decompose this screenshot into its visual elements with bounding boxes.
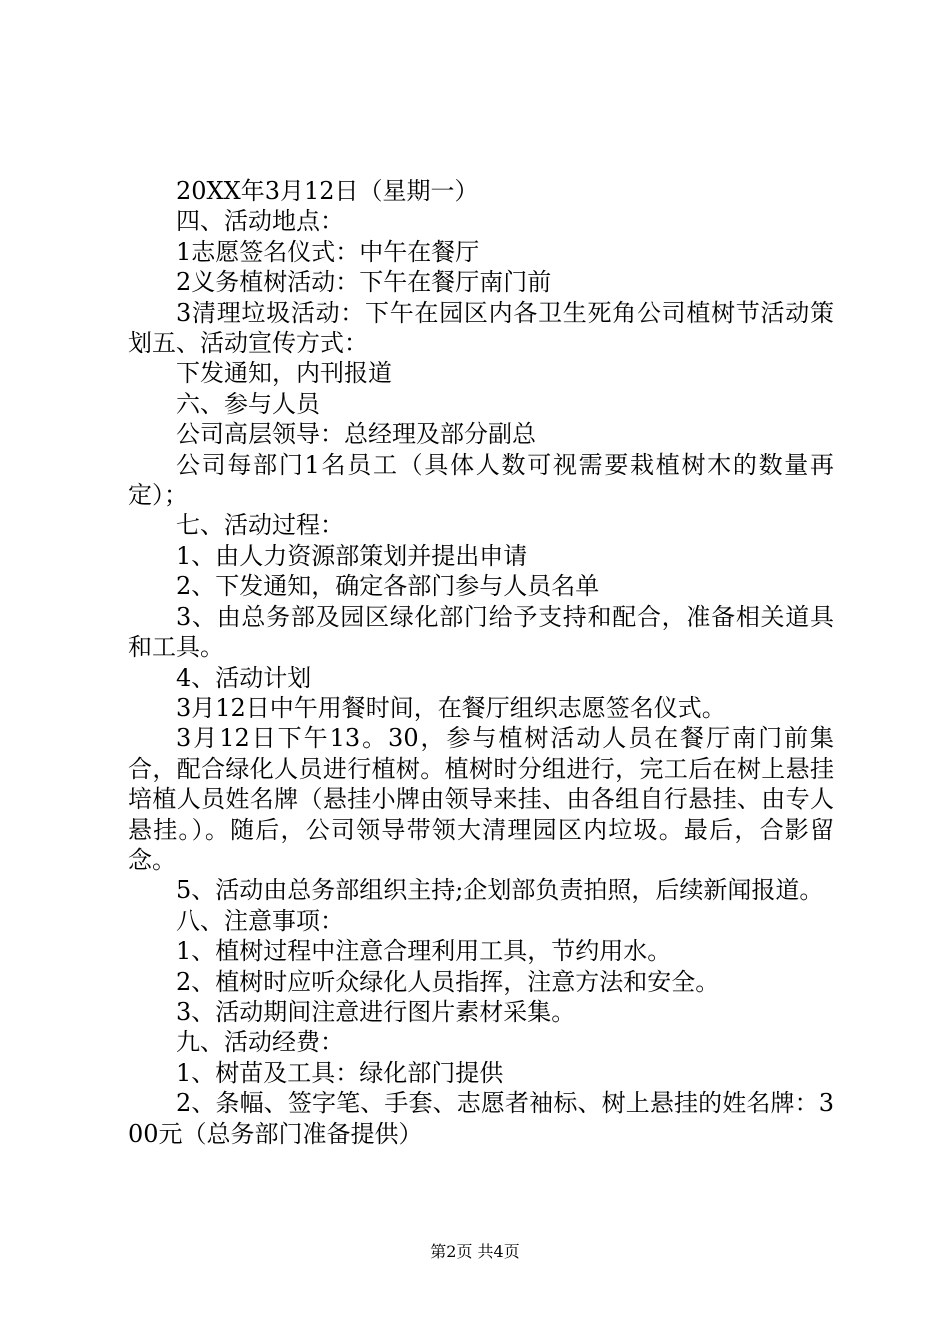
paragraph-note-3: 3、活动期间注意进行图片素材采集。 [176, 997, 576, 1026]
paragraph-section-participants: 六、参与人员 [176, 389, 320, 418]
page-number-footer: 第2页 共4页 [430, 1242, 520, 1261]
paragraph-participants-staff: 公司每部门1名员工（具体人数可视需要栽植树木的数量再定）； [128, 450, 834, 510]
paragraph-plan-noon: 3月12日中午用餐时间，在餐厅组织志愿签名仪式。 [176, 693, 726, 722]
paragraph-section-location: 四、活动地点： [176, 207, 344, 236]
paragraph-section-process: 七、活动过程： [176, 511, 344, 540]
paragraph-plan-afternoon: 3月12日下午13。30，参与植树活动人员在餐厅南门前集合，配合绿化人员进行植树。植树时分组进行，完工后在树上悬挂培植人员姓名牌（悬挂小牌由领导来挂、由各组自行悬挂、由专人悬挂。）。随后，公司领导带领大清理园区内垃圾。最后，合影留念。 [128, 724, 834, 874]
paragraph-process-3: 3、由总务部及园区绿化部门给予支持和配合，准备相关道具和工具。 [128, 602, 834, 662]
paragraph-location-3: 3清理垃圾活动：下午在园区内各卫生死角公司植树节活动策划五、活动宣传方式： [128, 298, 834, 358]
paragraph-note-1: 1、植树过程中注意合理利用工具，节约用水。 [176, 937, 672, 966]
paragraph-section-notes: 八、注意事项： [176, 906, 344, 935]
paragraph-process-4: 4、活动计划 [176, 663, 312, 692]
paragraph-publicity: 下发通知，内刊报道 [176, 359, 392, 388]
paragraph-process-5: 5、活动由总务部组织主持;企划部负责拍照，后续新闻报道。 [176, 876, 824, 905]
paragraph-process-2: 2、下发通知，确定各部门参与人员名单 [176, 572, 600, 601]
paragraph-participants-leaders: 公司高层领导：总经理及部分副总 [176, 420, 536, 449]
paragraph-budget-1: 1、树苗及工具：绿化部门提供 [176, 1058, 504, 1087]
paragraph-location-1: 1志愿签名仪式：中午在餐厅 [176, 237, 480, 266]
paragraph-date: 20XX年3月12日（星期一） [176, 177, 479, 205]
paragraph-process-1: 1、由人力资源部策划并提出申请 [176, 541, 528, 570]
paragraph-location-2: 2义务植树活动：下午在餐厅南门前 [176, 268, 552, 297]
paragraph-budget-2: 2、条幅、签字笔、手套、志愿者袖标、树上悬挂的姓名牌：300元（总务部门准备提供） [128, 1089, 834, 1148]
paragraph-note-2: 2、植树时应听众绿化人员指挥，注意方法和安全。 [176, 967, 720, 996]
document-body [128, 176, 834, 1149]
paragraph-section-budget: 九、活动经费： [176, 1028, 344, 1057]
